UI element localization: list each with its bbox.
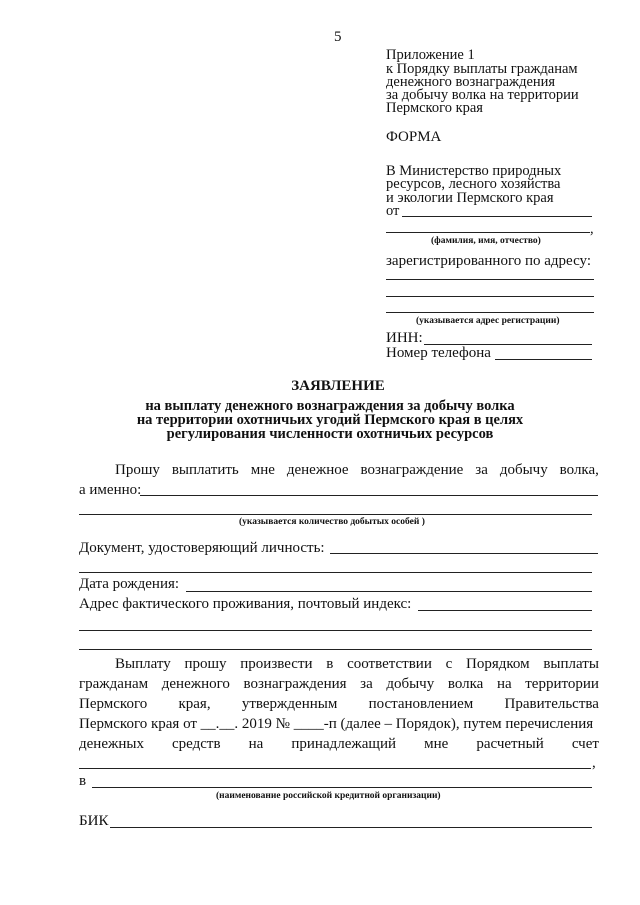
fio-hint: (фамилия, имя, отчество) xyxy=(431,236,541,246)
appendix-line-3: денежного вознаграждения xyxy=(386,74,556,90)
actual-address-field-3[interactable] xyxy=(79,649,592,650)
addressee-line-3: и экологии Пермского края xyxy=(386,190,554,206)
addressee-line-1: В Министерство природных xyxy=(386,163,562,179)
addressee-line-2: ресурсов, лесного хозяйства xyxy=(386,176,561,192)
birth-date-label: Дата рождения: xyxy=(79,576,180,592)
bank-prefix: в xyxy=(79,773,87,789)
count-hint: (указывается количество добытых особей ) xyxy=(239,517,425,527)
word: Пермского xyxy=(79,696,148,712)
word: за xyxy=(475,462,488,478)
appendix-line-4: за добычу волка на территории xyxy=(386,87,579,103)
word: Правительства xyxy=(504,696,599,712)
bank-hint: (наименование российской кредитной организации) xyxy=(216,791,441,801)
appendix-line-1: Приложение 1 xyxy=(386,47,475,63)
form-label: ФОРМА xyxy=(386,129,442,145)
word: с xyxy=(445,656,453,672)
word: постановлением xyxy=(368,696,474,712)
word: мне xyxy=(250,462,275,478)
document-title: ЗАЯВЛЕНИЕ xyxy=(291,378,385,394)
phone-label: Номер телефона xyxy=(386,345,491,361)
address-field-2[interactable] xyxy=(386,296,594,297)
registered-label: зарегистрированного по адресу: xyxy=(386,253,591,269)
word: гражданам xyxy=(79,676,149,692)
appendix-line-2: к Порядку выплаты гражданам xyxy=(386,61,578,77)
comma: , xyxy=(590,221,594,237)
word: вознаграждения xyxy=(243,676,347,692)
word: принадлежащий xyxy=(291,736,397,752)
phone-field[interactable] xyxy=(495,359,592,360)
title-sub-1: на выплату денежного вознаграждения за добычу волка xyxy=(145,398,515,414)
word: края, xyxy=(178,696,211,712)
word: Прошу xyxy=(115,462,160,478)
word: в xyxy=(326,656,334,672)
word: выплатить xyxy=(171,462,239,478)
word: средств xyxy=(172,736,221,752)
inn-label: ИНН: xyxy=(386,330,423,346)
address-field-3[interactable] xyxy=(386,312,594,313)
word: Порядком xyxy=(466,656,530,672)
birth-date-field[interactable] xyxy=(186,591,592,592)
word: мне xyxy=(424,736,449,752)
p2-line-1 xyxy=(115,656,599,673)
word: утвержденным xyxy=(241,696,338,712)
id-doc-field[interactable] xyxy=(330,553,598,554)
word: денежного xyxy=(161,676,230,692)
word: соответствии xyxy=(347,656,432,672)
word: добычу xyxy=(499,462,548,478)
actual-address-field-2[interactable] xyxy=(79,630,592,631)
from-label: от xyxy=(386,203,400,219)
count-field-2[interactable] xyxy=(79,514,592,515)
id-doc-label: Документ, удостоверяющий личность: xyxy=(79,540,325,556)
word: территории xyxy=(525,676,599,692)
title-sub-3: регулирования численности охотничьих ресурсов xyxy=(166,426,494,442)
word: на xyxy=(248,736,264,752)
page-number: 5 xyxy=(334,29,342,45)
p2-line-2 xyxy=(79,676,599,693)
word: счет xyxy=(571,736,599,752)
word: добычу xyxy=(386,676,435,692)
word: денежных xyxy=(79,736,144,752)
account-field[interactable] xyxy=(79,768,591,769)
word: расчетный xyxy=(476,736,544,752)
from-name-field[interactable] xyxy=(402,216,592,217)
word: волка, xyxy=(559,462,599,478)
word: волка xyxy=(447,676,484,692)
p2-line-3 xyxy=(79,696,599,713)
word: Выплату xyxy=(115,656,171,672)
word: прошу xyxy=(184,656,227,672)
p1-line-2: а именно: xyxy=(79,482,142,498)
bank-name-field[interactable] xyxy=(92,787,592,788)
bik-label: БИК xyxy=(79,813,109,829)
appendix-line-5: Пермского края xyxy=(386,100,483,116)
from-name-field-2[interactable] xyxy=(386,232,590,233)
p2-line-4: Пермского края от __.__. 2019 № ____-п (далее – Порядок), путем перечисления xyxy=(79,716,594,732)
word: за xyxy=(360,676,373,692)
account-comma: , xyxy=(592,755,596,771)
title-sub-2: на территории охотничьих угодий Пермского края в целях xyxy=(136,412,524,428)
word: вознаграждение xyxy=(360,462,464,478)
word: на xyxy=(496,676,512,692)
bik-field[interactable] xyxy=(110,827,592,828)
word: выплаты xyxy=(543,656,599,672)
word: произвести xyxy=(240,656,313,672)
word: денежное xyxy=(286,462,349,478)
actual-address-label: Адрес фактического проживания, почтовый индекс: xyxy=(79,596,412,612)
p1-line-1 xyxy=(115,462,599,479)
address-field-1[interactable] xyxy=(386,279,594,280)
actual-address-field[interactable] xyxy=(418,610,592,611)
address-hint: (указывается адрес регистрации) xyxy=(416,316,560,326)
p2-line-5 xyxy=(79,736,599,753)
id-doc-field-2[interactable] xyxy=(79,572,592,573)
count-field[interactable] xyxy=(140,495,598,496)
